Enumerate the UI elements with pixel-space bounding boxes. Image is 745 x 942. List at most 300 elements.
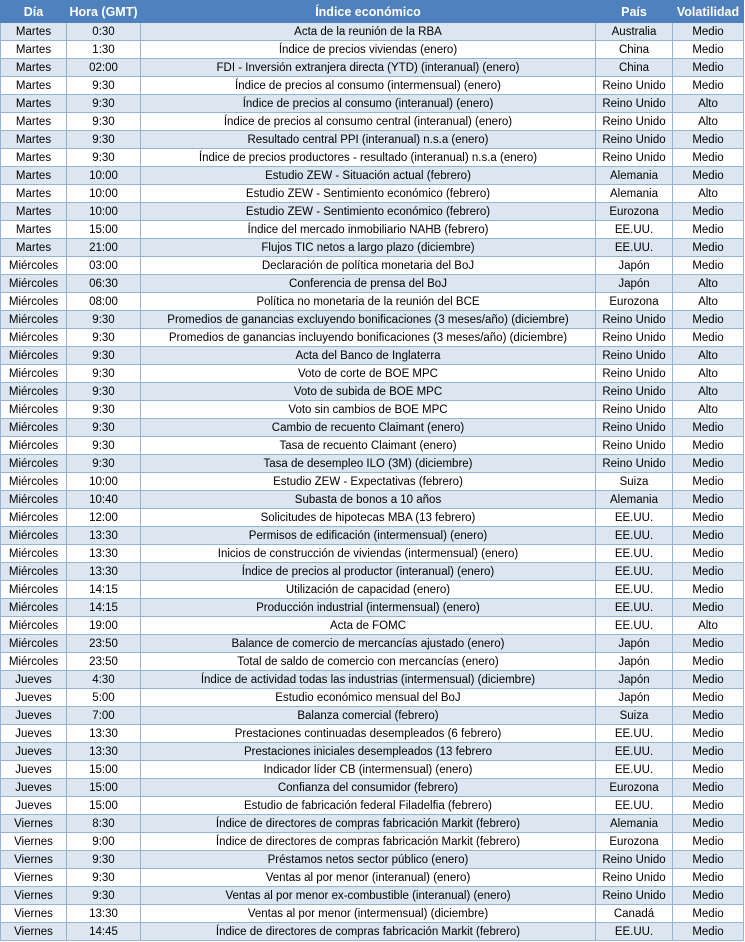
cell-volatility: Medio	[673, 815, 744, 833]
cell-time: 10:00	[67, 185, 141, 203]
cell-volatility: Medio	[673, 131, 744, 149]
table-row	[1, 905, 744, 923]
cell-time: 13:30	[67, 563, 141, 581]
cell-indicator: Estudio ZEW - Situación actual (febrero)	[141, 167, 596, 185]
cell-day: Miércoles	[1, 311, 67, 329]
cell-time: 10:40	[67, 491, 141, 509]
cell-country: Reino Unido	[596, 329, 673, 347]
cell-time: 15:00	[67, 797, 141, 815]
cell-time: 9:30	[67, 365, 141, 383]
cell-time: 9:30	[67, 131, 141, 149]
cell-country: Eurozona	[596, 293, 673, 311]
cell-day: Jueves	[1, 689, 67, 707]
cell-country: Eurozona	[596, 203, 673, 221]
cell-indicator: Producción industrial (intermensual) (enero)	[141, 599, 596, 617]
cell-volatility: Medio	[673, 77, 744, 95]
cell-country: Reino Unido	[596, 149, 673, 167]
cell-time: 7:00	[67, 707, 141, 725]
cell-country: Eurozona	[596, 779, 673, 797]
cell-day: Martes	[1, 149, 67, 167]
cell-indicator: Total de saldo de comercio con mercancías (enero)	[141, 653, 596, 671]
cell-volatility: Medio	[673, 473, 744, 491]
cell-volatility: Medio	[673, 599, 744, 617]
cell-country: Reino Unido	[596, 887, 673, 905]
cell-time: 15:00	[67, 221, 141, 239]
table-row	[1, 509, 744, 527]
header-volatility: Volatilidad	[673, 1, 744, 23]
cell-day: Jueves	[1, 707, 67, 725]
cell-indicator: Solicitudes de hipotecas MBA (13 febrero)	[141, 509, 596, 527]
cell-day: Miércoles	[1, 491, 67, 509]
cell-country: Reino Unido	[596, 95, 673, 113]
cell-indicator: Conferencia de prensa del BoJ	[141, 275, 596, 293]
table-row	[1, 239, 744, 257]
cell-indicator: Acta de FOMC	[141, 617, 596, 635]
cell-indicator: Promedios de ganancias incluyendo bonificaciones (3 meses/año) (diciembre)	[141, 329, 596, 347]
cell-volatility: Medio	[673, 905, 744, 923]
table-row	[1, 815, 744, 833]
cell-indicator: Prestaciones iniciales desempleados (13 febrero	[141, 743, 596, 761]
table-row	[1, 797, 744, 815]
cell-indicator: Resultado central PPI (interanual) n.s.a (enero)	[141, 131, 596, 149]
cell-indicator: Índice del mercado inmobiliario NAHB (febrero)	[141, 221, 596, 239]
cell-indicator: Estudio ZEW - Sentimiento económico (febrero)	[141, 185, 596, 203]
cell-time: 9:30	[67, 851, 141, 869]
cell-day: Jueves	[1, 725, 67, 743]
cell-time: 9:30	[67, 887, 141, 905]
cell-country: EE.UU.	[596, 923, 673, 941]
table-row	[1, 131, 744, 149]
cell-time: 9:30	[67, 329, 141, 347]
cell-indicator: Indicador líder CB (intermensual) (enero)	[141, 761, 596, 779]
cell-time: 9:30	[67, 419, 141, 437]
cell-country: Alemania	[596, 167, 673, 185]
cell-country: China	[596, 41, 673, 59]
table-header	[1, 1, 744, 23]
cell-volatility: Alto	[673, 113, 744, 131]
cell-indicator: Utilización de capacidad (enero)	[141, 581, 596, 599]
cell-country: Reino Unido	[596, 365, 673, 383]
cell-indicator: Acta del Banco de Inglaterra	[141, 347, 596, 365]
cell-indicator: Ventas al por menor (intermensual) (diciembre)	[141, 905, 596, 923]
cell-day: Miércoles	[1, 599, 67, 617]
cell-day: Martes	[1, 185, 67, 203]
table-row	[1, 671, 744, 689]
cell-day: Miércoles	[1, 653, 67, 671]
cell-indicator: Índice de precios al productor (interanual) (enero)	[141, 563, 596, 581]
cell-country: EE.UU.	[596, 527, 673, 545]
cell-volatility: Medio	[673, 923, 744, 941]
cell-time: 13:30	[67, 905, 141, 923]
table-row	[1, 113, 744, 131]
table-row	[1, 41, 744, 59]
cell-time: 13:30	[67, 527, 141, 545]
cell-indicator: Estudio económico mensual del BoJ	[141, 689, 596, 707]
cell-indicator: Índice de directores de compras fabricación Markit (febrero)	[141, 923, 596, 941]
cell-volatility: Medio	[673, 149, 744, 167]
cell-time: 14:15	[67, 599, 141, 617]
cell-day: Viernes	[1, 833, 67, 851]
table-row	[1, 707, 744, 725]
cell-day: Martes	[1, 59, 67, 77]
cell-country: Reino Unido	[596, 851, 673, 869]
cell-time: 9:30	[67, 95, 141, 113]
cell-day: Jueves	[1, 779, 67, 797]
cell-day: Viernes	[1, 887, 67, 905]
cell-time: 1:30	[67, 41, 141, 59]
cell-country: EE.UU.	[596, 743, 673, 761]
cell-country: Suiza	[596, 707, 673, 725]
table-row	[1, 599, 744, 617]
cell-volatility: Medio	[673, 869, 744, 887]
cell-day: Viernes	[1, 851, 67, 869]
cell-time: 03:00	[67, 257, 141, 275]
cell-time: 0:30	[67, 23, 141, 41]
cell-indicator: Voto de corte de BOE MPC	[141, 365, 596, 383]
cell-country: China	[596, 59, 673, 77]
table-row	[1, 401, 744, 419]
table-row	[1, 23, 744, 41]
cell-day: Martes	[1, 41, 67, 59]
cell-day: Miércoles	[1, 455, 67, 473]
table-row	[1, 149, 744, 167]
cell-time: 06:30	[67, 275, 141, 293]
cell-country: EE.UU.	[596, 761, 673, 779]
cell-time: 15:00	[67, 761, 141, 779]
cell-country: Japón	[596, 653, 673, 671]
cell-time: 23:50	[67, 635, 141, 653]
cell-country: EE.UU.	[596, 725, 673, 743]
cell-day: Viernes	[1, 869, 67, 887]
cell-indicator: Política no monetaria de la reunión del BCE	[141, 293, 596, 311]
cell-indicator: Acta de la reunión de la RBA	[141, 23, 596, 41]
table-row	[1, 545, 744, 563]
table-row	[1, 257, 744, 275]
cell-day: Martes	[1, 239, 67, 257]
cell-time: 5:00	[67, 689, 141, 707]
cell-volatility: Medio	[673, 221, 744, 239]
cell-time: 9:30	[67, 149, 141, 167]
table-row	[1, 761, 744, 779]
cell-indicator: Índice de precios al consumo central (interanual) (enero)	[141, 113, 596, 131]
cell-time: 13:30	[67, 743, 141, 761]
cell-country: EE.UU.	[596, 797, 673, 815]
cell-day: Miércoles	[1, 581, 67, 599]
cell-country: Alemania	[596, 491, 673, 509]
cell-indicator: Índice de precios viviendas (enero)	[141, 41, 596, 59]
cell-day: Miércoles	[1, 545, 67, 563]
cell-volatility: Medio	[673, 671, 744, 689]
table-row	[1, 833, 744, 851]
cell-day: Miércoles	[1, 527, 67, 545]
cell-indicator: Estudio ZEW - Expectativas (febrero)	[141, 473, 596, 491]
cell-country: Japón	[596, 635, 673, 653]
cell-volatility: Medio	[673, 257, 744, 275]
cell-time: 14:15	[67, 581, 141, 599]
cell-day: Miércoles	[1, 473, 67, 491]
cell-indicator: Balance de comercio de mercancías ajustado (enero)	[141, 635, 596, 653]
cell-indicator: Índice de directores de compras fabricación Markit (febrero)	[141, 815, 596, 833]
cell-time: 08:00	[67, 293, 141, 311]
cell-indicator: Estudio ZEW - Sentimiento económico (febrero)	[141, 203, 596, 221]
cell-country: Canadá	[596, 905, 673, 923]
cell-country: Reino Unido	[596, 77, 673, 95]
cell-volatility: Medio	[673, 563, 744, 581]
cell-indicator: Subasta de bonos a 10 años	[141, 491, 596, 509]
cell-day: Miércoles	[1, 419, 67, 437]
table-row	[1, 383, 744, 401]
cell-country: Reino Unido	[596, 455, 673, 473]
cell-time: 13:30	[67, 545, 141, 563]
table-row	[1, 653, 744, 671]
cell-country: Japón	[596, 671, 673, 689]
cell-time: 21:00	[67, 239, 141, 257]
cell-day: Miércoles	[1, 347, 67, 365]
cell-volatility: Alto	[673, 383, 744, 401]
header-country: País	[596, 1, 673, 23]
cell-day: Miércoles	[1, 329, 67, 347]
table-row	[1, 473, 744, 491]
table-row	[1, 689, 744, 707]
cell-indicator: Índice de directores de compras fabricación Markit (febrero)	[141, 833, 596, 851]
table-row	[1, 869, 744, 887]
table-row	[1, 221, 744, 239]
table-row	[1, 293, 744, 311]
cell-indicator: Tasa de recuento Claimant (enero)	[141, 437, 596, 455]
cell-time: 14:45	[67, 923, 141, 941]
table-row	[1, 419, 744, 437]
cell-country: Alemania	[596, 185, 673, 203]
cell-volatility: Medio	[673, 491, 744, 509]
cell-day: Martes	[1, 77, 67, 95]
table-row	[1, 77, 744, 95]
cell-volatility: Medio	[673, 203, 744, 221]
table-row	[1, 617, 744, 635]
cell-day: Viernes	[1, 815, 67, 833]
table-row	[1, 743, 744, 761]
cell-time: 19:00	[67, 617, 141, 635]
header-indicator: Índice económico	[141, 1, 596, 23]
cell-time: 8:30	[67, 815, 141, 833]
cell-volatility: Alto	[673, 293, 744, 311]
cell-indicator: Estudio de fabricación federal Filadelfia (febrero)	[141, 797, 596, 815]
table-row	[1, 437, 744, 455]
cell-indicator: Prestaciones continuadas desempleados (6 febrero)	[141, 725, 596, 743]
cell-country: Reino Unido	[596, 131, 673, 149]
cell-volatility: Medio	[673, 59, 744, 77]
cell-day: Miércoles	[1, 293, 67, 311]
cell-indicator: Promedios de ganancias excluyendo bonificaciones (3 meses/año) (diciembre)	[141, 311, 596, 329]
cell-country: Reino Unido	[596, 401, 673, 419]
cell-country: Australia	[596, 23, 673, 41]
cell-indicator: Permisos de edificación (intermensual) (enero)	[141, 527, 596, 545]
cell-indicator: Índice de precios al consumo (interanual) (enero)	[141, 95, 596, 113]
cell-indicator: Tasa de desempleo ILO (3M) (diciembre)	[141, 455, 596, 473]
cell-day: Miércoles	[1, 437, 67, 455]
cell-time: 9:00	[67, 833, 141, 851]
cell-indicator: FDI - Inversión extranjera directa (YTD) (interanual) (enero)	[141, 59, 596, 77]
cell-day: Miércoles	[1, 365, 67, 383]
cell-time: 02:00	[67, 59, 141, 77]
table-row	[1, 365, 744, 383]
cell-country: Suiza	[596, 473, 673, 491]
cell-time: 9:30	[67, 347, 141, 365]
cell-time: 13:30	[67, 725, 141, 743]
cell-volatility: Medio	[673, 455, 744, 473]
cell-time: 4:30	[67, 671, 141, 689]
cell-country: EE.UU.	[596, 563, 673, 581]
cell-indicator: Índice de precios productores - resultado (interanual) n.s.a (enero)	[141, 149, 596, 167]
cell-volatility: Medio	[673, 329, 744, 347]
cell-day: Martes	[1, 221, 67, 239]
cell-indicator: Flujos TIC netos a largo plazo (diciembre)	[141, 239, 596, 257]
cell-volatility: Medio	[673, 743, 744, 761]
table-row	[1, 491, 744, 509]
table-row	[1, 725, 744, 743]
cell-indicator: Cambio de recuento Claimant (enero)	[141, 419, 596, 437]
cell-volatility: Medio	[673, 887, 744, 905]
cell-time: 15:00	[67, 779, 141, 797]
cell-indicator: Voto de subida de BOE MPC	[141, 383, 596, 401]
cell-volatility: Medio	[673, 509, 744, 527]
cell-country: Reino Unido	[596, 311, 673, 329]
cell-time: 9:30	[67, 437, 141, 455]
cell-time: 23:50	[67, 653, 141, 671]
cell-country: Japón	[596, 275, 673, 293]
cell-time: 10:00	[67, 203, 141, 221]
cell-volatility: Alto	[673, 365, 744, 383]
table-row	[1, 887, 744, 905]
table-row	[1, 185, 744, 203]
table-row	[1, 851, 744, 869]
table-row	[1, 311, 744, 329]
table-row	[1, 203, 744, 221]
cell-country: EE.UU.	[596, 509, 673, 527]
cell-day: Jueves	[1, 797, 67, 815]
cell-time: 9:30	[67, 113, 141, 131]
cell-indicator: Balanza comercial (febrero)	[141, 707, 596, 725]
cell-day: Viernes	[1, 923, 67, 941]
table-row	[1, 59, 744, 77]
cell-volatility: Medio	[673, 833, 744, 851]
header-day: Día	[1, 1, 67, 23]
table-row	[1, 779, 744, 797]
header-row	[1, 1, 744, 23]
cell-time: 9:30	[67, 869, 141, 887]
cell-day: Martes	[1, 113, 67, 131]
cell-volatility: Medio	[673, 545, 744, 563]
cell-day: Viernes	[1, 905, 67, 923]
cell-indicator: Voto sin cambios de BOE MPC	[141, 401, 596, 419]
cell-day: Martes	[1, 131, 67, 149]
cell-day: Martes	[1, 95, 67, 113]
table-body	[1, 23, 744, 941]
cell-volatility: Medio	[673, 167, 744, 185]
cell-country: Japón	[596, 689, 673, 707]
cell-indicator: Inicios de construcción de viviendas (intermensual) (enero)	[141, 545, 596, 563]
cell-indicator: Índice de actividad todas las industrias (intermensual) (diciembre)	[141, 671, 596, 689]
cell-indicator: Declaración de política monetaria del BoJ	[141, 257, 596, 275]
cell-indicator: Confianza del consumidor (febrero)	[141, 779, 596, 797]
cell-volatility: Medio	[673, 797, 744, 815]
cell-volatility: Medio	[673, 653, 744, 671]
cell-indicator: Índice de precios al consumo (intermensual) (enero)	[141, 77, 596, 95]
table-row	[1, 527, 744, 545]
table-row	[1, 95, 744, 113]
cell-time: 12:00	[67, 509, 141, 527]
cell-day: Miércoles	[1, 617, 67, 635]
cell-country: EE.UU.	[596, 581, 673, 599]
cell-volatility: Medio	[673, 23, 744, 41]
cell-indicator: Ventas al por menor (interanual) (enero)	[141, 869, 596, 887]
cell-country: Japón	[596, 257, 673, 275]
table-row	[1, 275, 744, 293]
cell-day: Miércoles	[1, 401, 67, 419]
cell-time: 9:30	[67, 311, 141, 329]
table-row	[1, 455, 744, 473]
cell-indicator: Ventas al por menor ex-combustible (interanual) (enero)	[141, 887, 596, 905]
cell-country: Reino Unido	[596, 383, 673, 401]
cell-day: Jueves	[1, 671, 67, 689]
cell-day: Martes	[1, 23, 67, 41]
cell-volatility: Medio	[673, 239, 744, 257]
cell-day: Miércoles	[1, 275, 67, 293]
cell-volatility: Medio	[673, 419, 744, 437]
cell-country: Reino Unido	[596, 437, 673, 455]
cell-volatility: Alto	[673, 95, 744, 113]
cell-country: EE.UU.	[596, 239, 673, 257]
cell-volatility: Medio	[673, 725, 744, 743]
cell-day: Miércoles	[1, 563, 67, 581]
cell-country: Reino Unido	[596, 347, 673, 365]
cell-country: EE.UU.	[596, 221, 673, 239]
cell-time: 9:30	[67, 77, 141, 95]
cell-country: Reino Unido	[596, 869, 673, 887]
table-row	[1, 581, 744, 599]
cell-country: Reino Unido	[596, 419, 673, 437]
cell-time: 9:30	[67, 455, 141, 473]
table-row	[1, 167, 744, 185]
cell-country: EE.UU.	[596, 599, 673, 617]
cell-volatility: Medio	[673, 635, 744, 653]
cell-volatility: Medio	[673, 761, 744, 779]
cell-volatility: Medio	[673, 689, 744, 707]
cell-day: Jueves	[1, 761, 67, 779]
cell-volatility: Medio	[673, 527, 744, 545]
cell-volatility: Alto	[673, 617, 744, 635]
cell-time: 9:30	[67, 401, 141, 419]
cell-country: EE.UU.	[596, 617, 673, 635]
cell-volatility: Medio	[673, 851, 744, 869]
cell-time: 9:30	[67, 383, 141, 401]
cell-day: Miércoles	[1, 509, 67, 527]
table-row	[1, 923, 744, 941]
cell-volatility: Medio	[673, 437, 744, 455]
cell-country: Reino Unido	[596, 113, 673, 131]
cell-time: 10:00	[67, 167, 141, 185]
cell-day: Martes	[1, 203, 67, 221]
cell-indicator: Préstamos netos sector público (enero)	[141, 851, 596, 869]
cell-day: Miércoles	[1, 257, 67, 275]
cell-day: Jueves	[1, 743, 67, 761]
cell-volatility: Medio	[673, 311, 744, 329]
cell-country: EE.UU.	[596, 545, 673, 563]
cell-volatility: Medio	[673, 707, 744, 725]
table-row	[1, 329, 744, 347]
cell-country: Alemania	[596, 815, 673, 833]
cell-volatility: Alto	[673, 347, 744, 365]
cell-volatility: Medio	[673, 41, 744, 59]
